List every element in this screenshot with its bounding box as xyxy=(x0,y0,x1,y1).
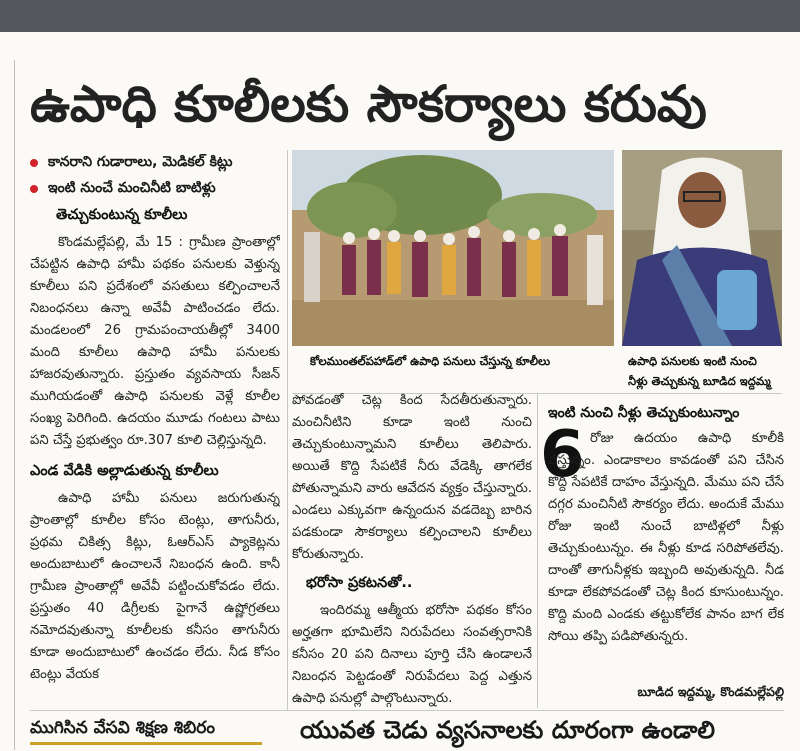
accent-rule xyxy=(30,742,262,745)
photo-caption: కోలముంతల్‌పహాడ్‌లో ఉపాధి పనులు చేస్తున్న కూలీలు xyxy=(310,354,551,368)
quote-credit: బూడిద ఇద్దమ్మ, కొండమల్లేపల్లి xyxy=(637,684,784,699)
bullet-text: ఇంటి నుంచే మంచినీటి బాటిళ్లు xyxy=(48,179,216,196)
column-3 xyxy=(548,428,784,678)
column-2 xyxy=(292,390,532,710)
article-paragraph: ఉపాధి హామీ పనులు జరుగుతున్న ప్రాంతాల్లో కూలీల కోసం టెంట్లు, తాగునీరు, ప్రథమ చికిత్స కిట్లు, ఓఆర్‌ఎస్‌ ప్యాకెట్లను అందుబాటులో ఉంచాలనే నిబంధన ఉంది. కానీ గ్రామీణ ప్రాంతాల్లో అవేవీ పట్టించుకోవడం లేదు. ప్రస్తుతం 40 డిగ్రీలకు పైగానే ఉష్ణోగ్రతలు నమోదవుతున్నా కూలీలకు కనీసం తాగునీరు కూడా అందుబాటులో ఉంచడం లేదు. నీడ కోసం టెంట్లు వేయక xyxy=(30,491,280,682)
quote-dropcap: 6 xyxy=(540,418,585,492)
left-margin-rule xyxy=(14,60,15,750)
photo-caption-line: నీళ్లు తెచ్చుకున్న బూడిద ఇద్దమ్మ xyxy=(628,374,771,388)
top-bar xyxy=(0,0,800,32)
next-headline-left: ముగిసిన వేసవి శిక్షణ శిబిరం xyxy=(30,718,215,738)
column-divider xyxy=(287,150,288,710)
column-1 xyxy=(30,150,280,710)
next-headline-right: యువత చెడు వ్యసనాలకు దూరంగా ఉండాలి xyxy=(300,716,715,744)
headline: ఉపాధి కూలీలకు సౌకర్యాలు కరువు xyxy=(30,75,707,133)
bullet-continuation: తెచ్చుకుంటున్న కూలీలు xyxy=(56,207,188,223)
article-paragraph: పోవడంతో చెట్ల కింద సేదతీరుతున్నారు. మంచినీటిని కూడా ఇంటి నుంచి తెచ్చుకుంటున్నామని కూలీలు తెలిపారు. అయితే కొద్ది సేపటికే నీరు వేడెక్కి తాగలేక పోతున్నామని వారు ఆవేదన వ్యక్తం చేస్తున్నారు. ఎండలు ఎక్కువగా ఉన్నందున వడదెబ్బ బారిన పడకుండా సౌకర్యాలు కల్పించాలని కూలీలు కోరుతున్నారు. xyxy=(292,393,532,562)
bullet-text: కానరాని గుడారాలు, మెడికల్‌ కిట్లు xyxy=(48,153,233,170)
bottom-divider xyxy=(30,710,784,711)
article-paragraph: కొండమల్లేపల్లి, మే 15 : గ్రామీణ ప్రాంతాల్లో చేపట్టిన ఉపాధి హామీ పథకం పనులకు వెళ్తున్న కూలీలు పని ప్రదేశంలో వసతులు కల్పించాలనే నిబంధనలు ఉన్నా అవేవీ పాటించడం లేదు. మండలంలో 26 గ్రామపంచాయతీల్లో 3400 మంది కూలీలు ఉపాధి హామీ పనులకు హాజరవుతున్నారు. ప్రస్తుతం వ్యవసాయ సీజన్‌ ముగియడంతో ఉపాధి పనులకు వెళ్లే కూలీల సంఖ్య పెరిగింది. ఉదయం మూడు గంటలు పాటు పని చేస్తే ప్రభుత్వం రూ.307 కూలి చెల్లిస్తున్నది. xyxy=(30,235,280,448)
bullet-dot-icon xyxy=(30,185,38,193)
section-subhead: ఎండ వేడికి అల్లాడుతున్న కూలీలు xyxy=(30,463,219,479)
quote-subhead: ఇంటి నుంచి నీళ్లు తెచ్చుకుంటున్నాం xyxy=(548,405,740,421)
workers-photo-image xyxy=(292,150,614,346)
column-divider xyxy=(537,393,538,708)
woman-photo xyxy=(622,150,782,346)
quote-paragraph: రోజు ఉదయం ఉపాధి కూలీకి వస్తున్నం. ఎండాకాలం కావడంతో పని చేసిన కొద్ది సేపటికే దాహం వేస్తున్నది. మేము పని చేసే దగ్గర మంచినీటి సౌకర్యం లేదు. అందుకే మేము రోజు ఇంటి నుంచే బాటిళ్లలో నీళ్లు తెచ్చుకుంటున్నం. ఈ నీళ్లు కూడ సరిపోతలేవు. దాంతో తాగునీళ్లకు ఇబ్బంది అవుతున్నది. నీడ కూడా లేకపోవడంతో చెట్ల కింద కూసుంటున్నం. కొద్ది మంది ఎండకు తట్టుకోలేక పానం బాగ లేక సోయి తప్పి పడిపోతున్నరు. xyxy=(548,431,784,644)
article-paragraph: ఇందిరమ్మ ఆత్మీయ భరోసా పథకం కోసం అర్హతగా భూమిలేని నిరుపేదలు సంవత్సరానికి కనీసం 20 పని దినాలు పూర్తి చేసి ఉండాలనే నిబంధన పెట్టడంతో నిరుపేదలు పెద్ద ఎత్తున ఉపాధి పనుల్లో పాల్గొంటున్నారు. xyxy=(292,603,532,706)
bullet-item xyxy=(30,150,280,176)
woman-photo-image xyxy=(622,150,782,346)
photo-caption-line: ఉపాధి పనులకు ఇంటి నుంచి xyxy=(628,354,757,368)
section-subhead: భరోసా ప్రకటనతో.. xyxy=(306,575,413,591)
workers-photo xyxy=(292,150,614,346)
bullet-item xyxy=(30,176,280,202)
bullet-dot-icon xyxy=(30,159,38,167)
